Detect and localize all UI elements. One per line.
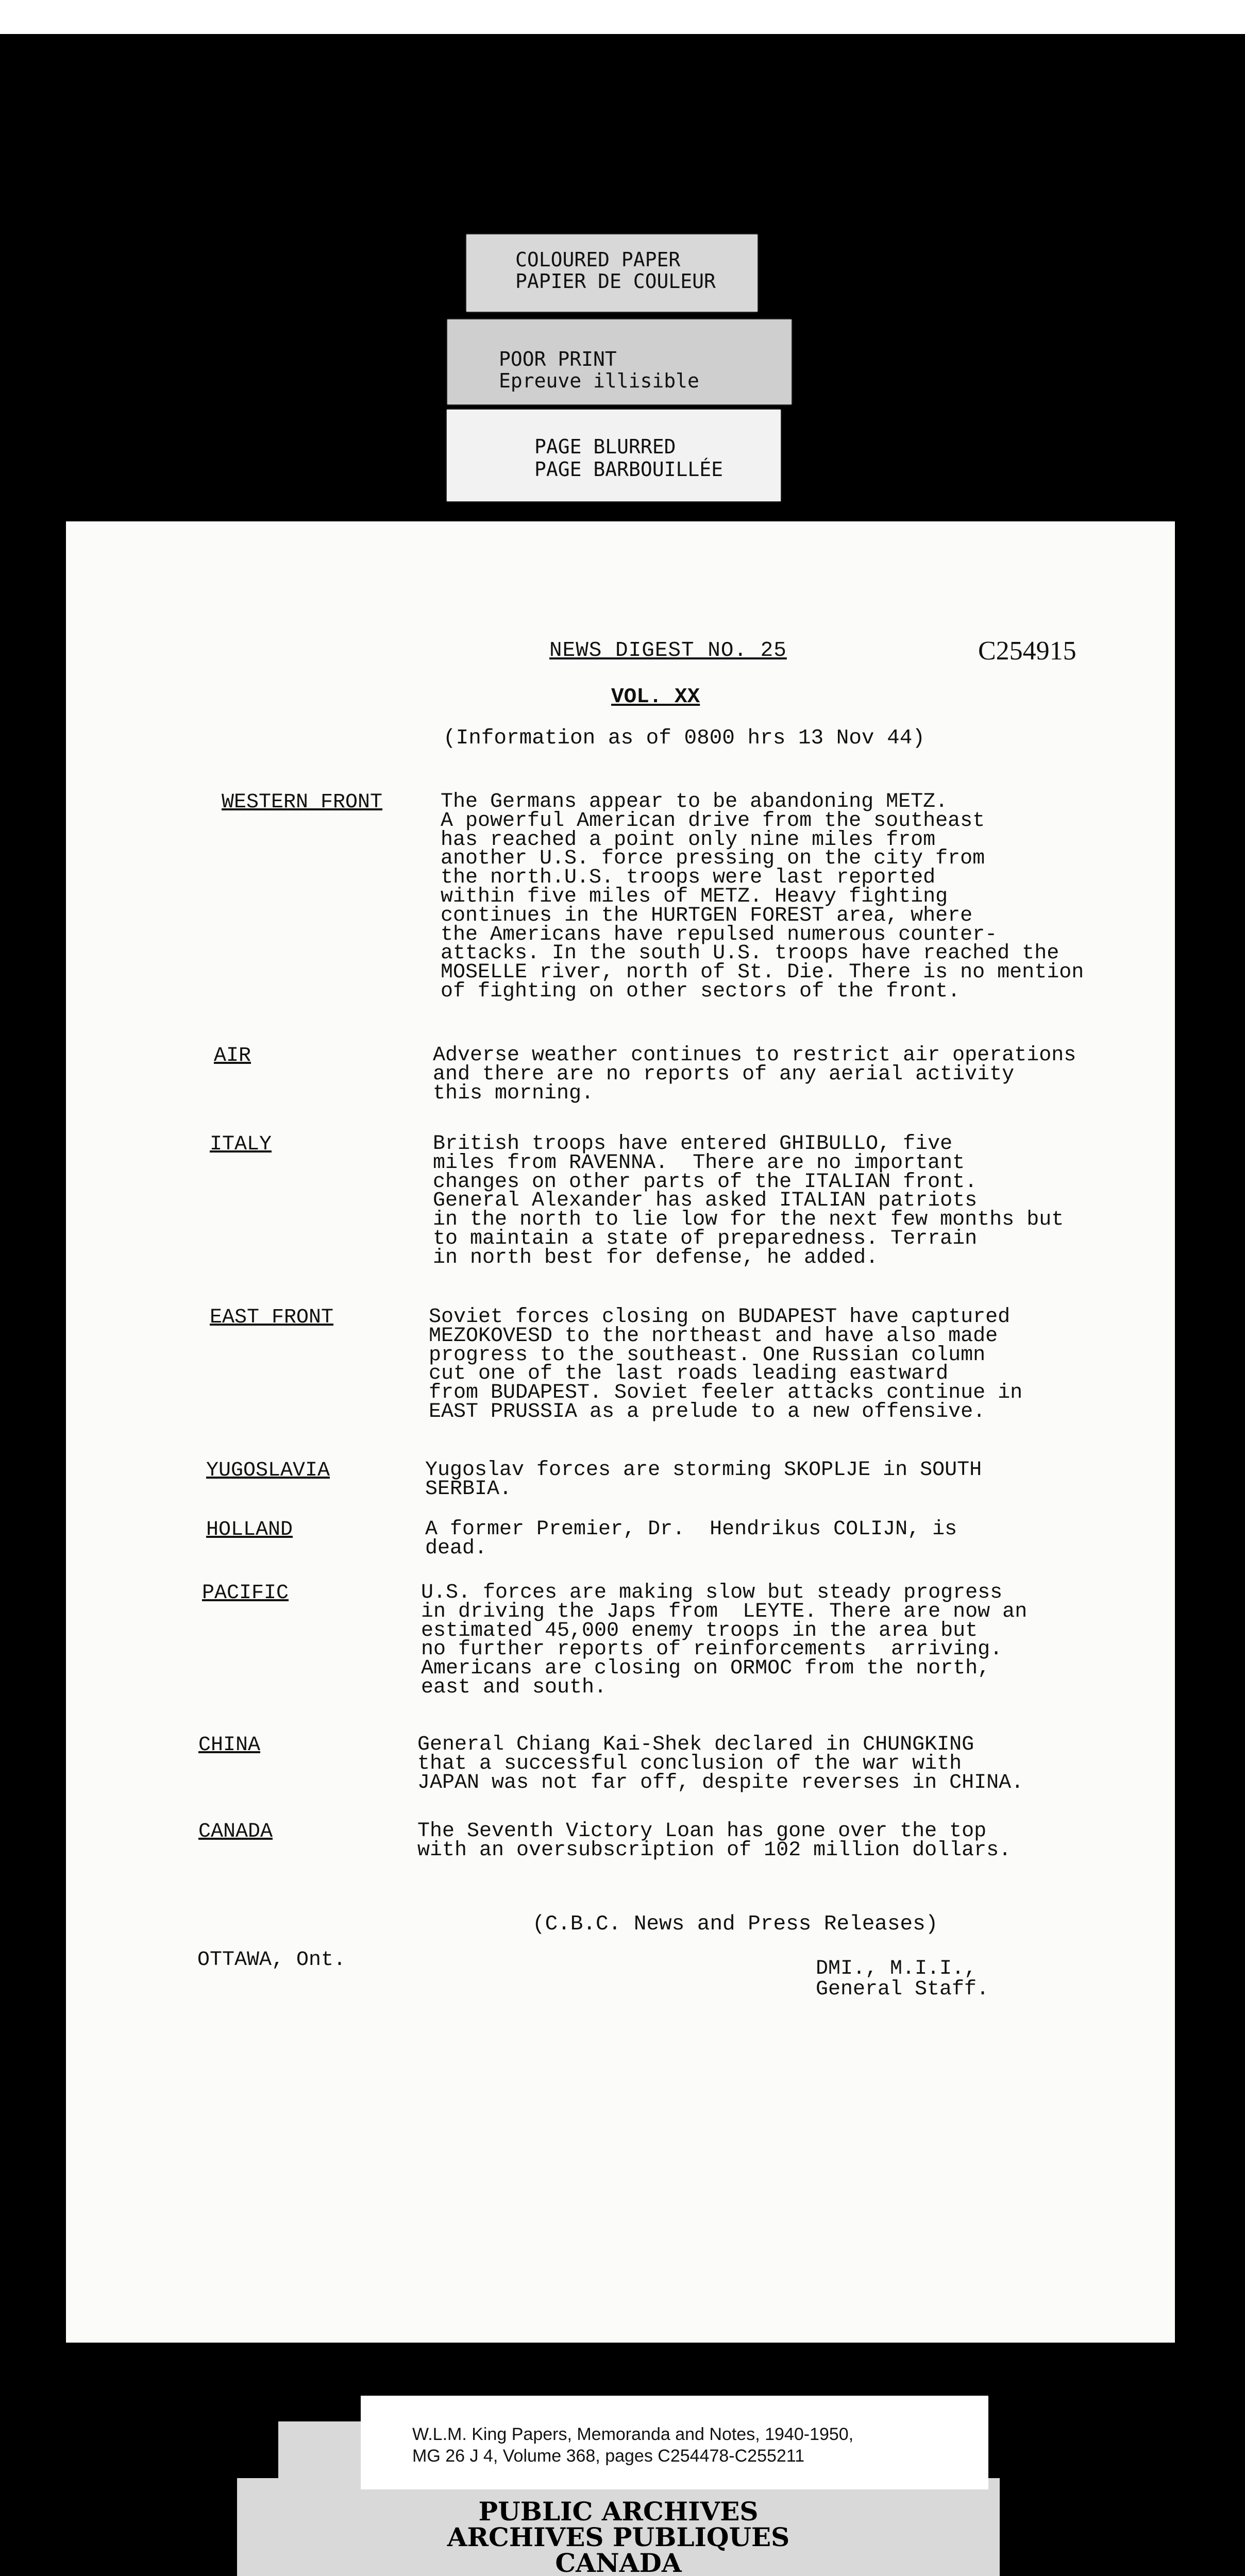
section-line: estimated 45,000 enemy troops in the area but [421,1619,978,1642]
section-body [433,1046,1076,1103]
section-line: U.S. forces are making slow but steady progress [421,1581,1003,1604]
section-line: changes on other parts of the ITALIAN front. [433,1170,978,1194]
section-body [421,1581,1028,1699]
sign-off-line: DMI., M.I.I., [816,1957,977,1980]
document-number: C254915 [978,636,1076,666]
section-line: with an oversubscription of 102 million dollars. [417,1838,1012,1862]
section-line: that a successful conclusion of the war with [417,1752,962,1775]
coloured-paper-label-fr: PAPIER DE COULEUR [515,270,716,293]
section-heading: CHINA [198,1734,261,1757]
section-line: MOSELLE river, north of St. Die. There is no mention [441,961,1084,985]
sign-off-line: General Staff. [816,1978,989,2001]
coloured-paper-label [466,234,758,312]
section-line: Soviet forces closing on BUDAPEST have captured [429,1306,1011,1329]
digest-title: NEWS DIGEST NO. 25 [549,639,787,663]
section-line: Adverse weather continues to restrict air operations [433,1044,1076,1067]
section-line: from BUDAPEST. Soviet feeler attacks continue in [429,1381,1023,1405]
section-line: to maintain a state of preparedness. Terrain [433,1227,978,1250]
section-heading: AIR [214,1044,251,1067]
section-line: continues in the HURTGEN FOREST area, where [441,904,973,927]
section-body [417,1733,1024,1794]
top-margin-strip [0,0,1245,34]
section-line: in driving the Japs from LEYTE. There are now an [421,1600,1028,1623]
place-line: OTTAWA, Ont. [197,1948,346,1972]
section-line: MEZOKOVESD to the northeast and have also made [429,1324,998,1348]
section-heading: WESTERN FRONT [222,791,383,814]
section-line: progress to the southeast. One Russian column [429,1343,986,1367]
section-line: no further reports of reinforcements arriving. [421,1638,1003,1662]
section-line: the north.U.S. troops were last reported [441,866,936,890]
section-line: cut one of the last roads leading eastward [429,1362,949,1386]
section-heading: HOLLAND [206,1518,293,1541]
section-line: A former Premier, Dr. Hendrikus COLIJN, is [425,1518,957,1541]
section-line: The Germans appear to be abandoning METZ. [441,790,948,814]
citation-card [361,2396,988,2489]
volume-number: VOL. XX [611,685,700,709]
section-line: dead. [425,1536,487,1560]
archive-name-fr: ARCHIVES PUBLIQUES [447,2522,790,2552]
section-line: in the north to lie low for the next few months but [433,1208,1064,1232]
information-timestamp: (Information as of 0800 hrs 13 Nov 44) [443,726,925,750]
section-line: miles from RAVENNA. There are no important [433,1151,965,1175]
section-body [417,1822,1011,1860]
section-heading: EAST FRONT [210,1306,334,1329]
page-blurred-label [447,410,781,501]
section-line: has reached a point only nine miles from [441,828,936,852]
section-line: of fighting on other sectors of the front. [441,979,961,1003]
section-heading: ITALY [210,1133,272,1156]
document-page [66,521,1175,2343]
section-line: Americans are closing on ORMOC from the north, [421,1657,990,1681]
section-line: General Alexander has asked ITALIAN patriots [433,1189,978,1213]
section-line: attacks. In the south U.S. troops have reached the [441,942,1059,965]
citation-line-1: W.L.M. King Papers, Memoranda and Notes, 1940-1950, [412,2425,854,2444]
section-line: another U.S. force pressing on the city from [441,847,985,871]
section-body [425,1520,957,1558]
section-body [433,1132,1064,1269]
section-line: EAST PRUSSIA as a prelude to a new offensive. [429,1400,986,1423]
poor-print-label [447,319,792,404]
section-body [441,790,1084,1003]
archive-country: CANADA [555,2548,682,2576]
coloured-paper-label-en: COLOURED PAPER [515,248,681,271]
source-line: (C.B.C. News and Press Releases) [532,1912,938,1936]
section-line: British troops have entered GHIBULLO, five [433,1132,953,1156]
section-line: A powerful American drive from the southeast [441,809,985,833]
sign-off [816,1959,989,2000]
section-line: this morning. [433,1081,594,1105]
section-line: General Chiang Kai-Shek declared in CHUNGKING [417,1733,974,1756]
section-heading: YUGOSLAVIA [206,1459,330,1482]
section-line: east and south. [421,1675,607,1699]
poor-print-label-fr: Epreuve illisible [499,369,699,392]
poor-print-label-en: POOR PRINT [499,348,617,370]
section-line: The Seventh Victory Loan has gone over the top [417,1820,987,1843]
page-blurred-label-en: PAGE BLURRED [534,435,676,458]
section-heading: PACIFIC [202,1582,289,1605]
section-line: the Americans have repulsed numerous counter- [441,923,998,946]
citation-line-2: MG 26 J 4, Volume 368, pages C254478-C255211 [412,2446,805,2466]
section-line: JAPAN was not far off, despite reverses in CHINA. [417,1771,1024,1794]
section-heading: CANADA [198,1820,273,1843]
archive-seal [237,2496,1000,2576]
page-blurred-label-fr: PAGE BARBOUILLÉE [534,458,724,481]
section-line: Yugoslav forces are storming SKOPLJE in SOUTH [425,1459,982,1482]
section-line: and there are no reports of any aerial activity [433,1062,1015,1086]
section-line: in north best for defense, he added. [433,1246,879,1269]
section-line: within five miles of METZ. Heavy fighting [441,885,948,908]
section-body [425,1461,982,1499]
archive-name-en: PUBLIC ARCHIVES [478,2496,759,2527]
section-body [429,1308,1022,1422]
section-line: SERBIA. [425,1477,512,1501]
footer-notch-left [237,2421,278,2478]
